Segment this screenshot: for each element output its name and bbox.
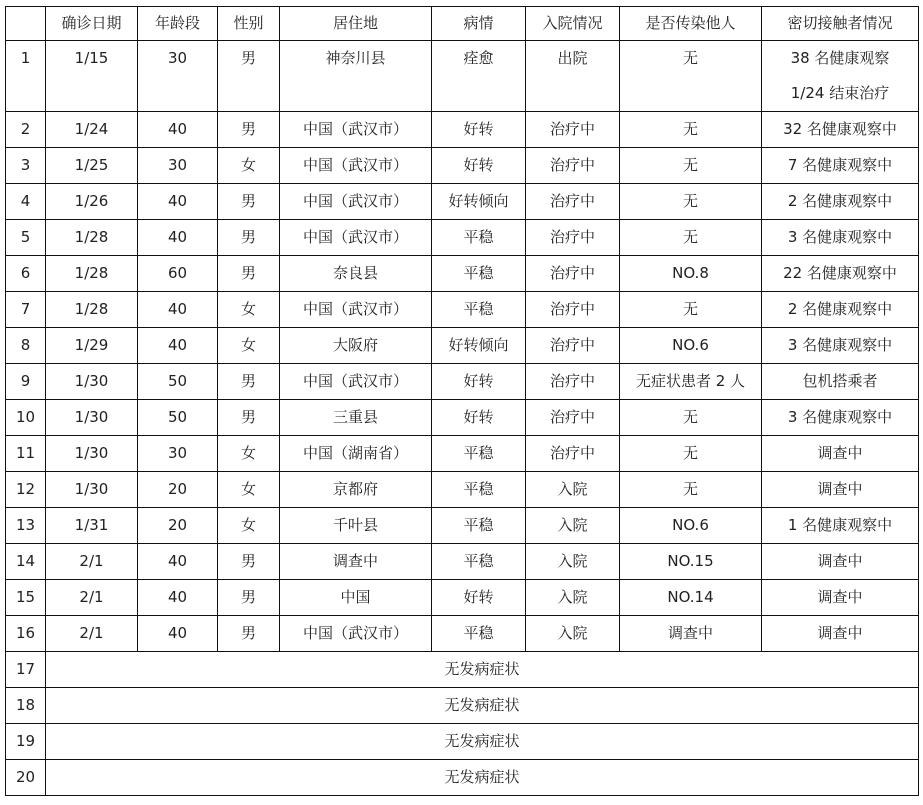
cell-sex: 男 [218,112,280,148]
cell-residence: 神奈川县 [280,41,432,112]
table-row [6,220,919,256]
cell-infected: 无 [620,436,762,472]
header-hospital: 入院情况 [526,7,620,41]
cell-sex: 男 [218,256,280,292]
cell-infected: NO.6 [620,508,762,544]
cell-infected: NO.14 [620,580,762,616]
cell-condition: 好转 [432,400,526,436]
cell-residence: 中国（武汉市） [280,112,432,148]
cell-hospital: 治疗中 [526,292,620,328]
cell-sex: 女 [218,328,280,364]
cell-condition: 好转 [432,148,526,184]
cell-date: 1/28 [46,292,138,328]
cell-hospital: 治疗中 [526,256,620,292]
cell-no: 15 [6,580,46,616]
cell-condition: 平稳 [432,544,526,580]
cell-no: 19 [6,724,46,760]
cell-date: 1/30 [46,400,138,436]
table-row [6,616,919,652]
cell-date: 1/28 [46,256,138,292]
cell-residence: 中国 [280,580,432,616]
cell-no: 20 [6,760,46,796]
header-contacts: 密切接触者情况 [762,7,919,41]
cell-no: 9 [6,364,46,400]
cell-sex: 男 [218,41,280,112]
cell-date: 1/25 [46,148,138,184]
cell-date: 1/26 [46,184,138,220]
cell-date: 1/30 [46,364,138,400]
cell-sex: 男 [218,220,280,256]
cell-contacts: 调查中 [762,616,919,652]
cell-date: 1/15 [46,41,138,112]
cell-age: 40 [138,580,218,616]
table-row [6,544,919,580]
cell-infected: 无 [620,184,762,220]
cell-infected: 无症状患者 2 人 [620,364,762,400]
cell-age: 40 [138,220,218,256]
cell-age: 40 [138,616,218,652]
cell-contacts: 1 名健康观察中 [762,508,919,544]
table-row [6,184,919,220]
cell-hospital: 入院 [526,544,620,580]
cell-infected: 无 [620,112,762,148]
cell-date: 1/24 [46,112,138,148]
table-row [6,364,919,400]
cell-infected: 无 [620,220,762,256]
cell-residence: 奈良县 [280,256,432,292]
cell-infected: NO.15 [620,544,762,580]
table-row-asymptomatic [6,688,919,724]
cell-no: 12 [6,472,46,508]
cell-asymptomatic-note: 无发病症状 [46,652,919,688]
cell-infected: 无 [620,472,762,508]
cell-residence: 中国（武汉市） [280,364,432,400]
cell-age: 20 [138,508,218,544]
cell-condition: 平稳 [432,508,526,544]
cell-residence: 大阪府 [280,328,432,364]
cell-condition: 痊愈 [432,41,526,112]
table-row [6,508,919,544]
cell-no: 5 [6,220,46,256]
table-row [6,328,919,364]
cell-hospital: 治疗中 [526,148,620,184]
cell-age: 20 [138,472,218,508]
cell-hospital: 治疗中 [526,328,620,364]
cell-age: 40 [138,112,218,148]
cell-sex: 男 [218,400,280,436]
cell-infected: 无 [620,41,762,112]
cell-sex: 男 [218,364,280,400]
cell-hospital: 治疗中 [526,400,620,436]
cell-residence: 中国（武汉市） [280,148,432,184]
table-row [6,400,919,436]
cell-sex: 男 [218,544,280,580]
header-age: 年龄段 [138,7,218,41]
cell-residence: 京都府 [280,472,432,508]
cell-date: 2/1 [46,580,138,616]
cell-age: 30 [138,436,218,472]
cell-sex: 男 [218,616,280,652]
header-sex: 性别 [218,7,280,41]
cell-age: 40 [138,328,218,364]
cell-residence: 三重县 [280,400,432,436]
table-row [6,472,919,508]
cell-date: 1/30 [46,436,138,472]
cell-condition: 平稳 [432,616,526,652]
table-row [6,256,919,292]
contacts-line-1: 38 名健康观察 [790,49,890,67]
cell-no: 16 [6,616,46,652]
cell-sex: 女 [218,292,280,328]
cell-no: 18 [6,688,46,724]
cell-asymptomatic-note: 无发病症状 [46,760,919,796]
cell-date: 2/1 [46,616,138,652]
cell-residence: 千叶县 [280,508,432,544]
contacts-line-2: 1/24 结束治疗 [790,84,890,102]
header-infected: 是否传染他人 [620,7,762,41]
cell-no: 14 [6,544,46,580]
cell-condition: 平稳 [432,472,526,508]
cell-condition: 好转 [432,580,526,616]
cell-sex: 男 [218,580,280,616]
header-date: 确诊日期 [46,7,138,41]
cell-condition: 好转 [432,364,526,400]
cell-age: 40 [138,184,218,220]
table-row-asymptomatic [6,652,919,688]
cell-date: 1/29 [46,328,138,364]
cell-hospital: 入院 [526,616,620,652]
cell-condition: 好转倾向 [432,184,526,220]
cell-hospital: 出院 [526,41,620,112]
cell-no: 11 [6,436,46,472]
cell-sex: 女 [218,436,280,472]
table-row [6,148,919,184]
cell-contacts: 3 名健康观察中 [762,220,919,256]
cell-condition: 平稳 [432,220,526,256]
cell-no: 3 [6,148,46,184]
cell-condition: 平稳 [432,256,526,292]
cell-contacts: 22 名健康观察中 [762,256,919,292]
cell-sex: 女 [218,148,280,184]
cell-contacts: 3 名健康观察中 [762,328,919,364]
cell-contacts: 调查中 [762,472,919,508]
cell-no: 17 [6,652,46,688]
cell-no: 6 [6,256,46,292]
cell-contacts: 32 名健康观察中 [762,112,919,148]
cell-infected: 无 [620,292,762,328]
cases-table [5,6,919,796]
cell-date: 1/30 [46,472,138,508]
cell-residence: 中国（湖南省） [280,436,432,472]
cell-contacts: 包机搭乘者 [762,364,919,400]
table-row [6,292,919,328]
cell-contacts: 调查中 [762,436,919,472]
cell-condition: 好转 [432,112,526,148]
cell-contacts: 调查中 [762,544,919,580]
table-row [6,41,919,112]
cell-age: 60 [138,256,218,292]
table-row-asymptomatic [6,760,919,796]
header-condition: 病情 [432,7,526,41]
cell-residence: 中国（武汉市） [280,616,432,652]
cell-infected: 无 [620,148,762,184]
header-row [6,7,919,41]
cell-age: 40 [138,544,218,580]
cell-no: 10 [6,400,46,436]
cell-age: 30 [138,148,218,184]
cell-infected: 无 [620,400,762,436]
cell-hospital: 治疗中 [526,364,620,400]
cell-age: 50 [138,364,218,400]
cell-residence: 中国（武汉市） [280,184,432,220]
cell-no: 4 [6,184,46,220]
cell-contacts: 2 名健康观察中 [762,292,919,328]
table-row [6,580,919,616]
cell-no: 1 [6,41,46,112]
cell-no: 2 [6,112,46,148]
cell-infected: 调查中 [620,616,762,652]
header-residence: 居住地 [280,7,432,41]
table-row-asymptomatic [6,724,919,760]
cell-contacts: 3 名健康观察中 [762,400,919,436]
cell-no: 13 [6,508,46,544]
cell-hospital: 治疗中 [526,220,620,256]
cell-infected: NO.6 [620,328,762,364]
cell-sex: 女 [218,508,280,544]
cell-hospital: 入院 [526,508,620,544]
cell-sex: 女 [218,472,280,508]
cell-no: 7 [6,292,46,328]
cell-no: 8 [6,328,46,364]
cell-residence: 中国（武汉市） [280,220,432,256]
cell-date: 1/28 [46,220,138,256]
table-row [6,112,919,148]
cell-hospital: 治疗中 [526,184,620,220]
cell-hospital: 入院 [526,580,620,616]
cell-sex: 男 [218,184,280,220]
cell-hospital: 治疗中 [526,112,620,148]
cell-hospital: 入院 [526,472,620,508]
cell-asymptomatic-note: 无发病症状 [46,724,919,760]
cell-age: 30 [138,41,218,112]
cell-residence: 调查中 [280,544,432,580]
cell-condition: 平稳 [432,292,526,328]
cell-contacts: 2 名健康观察中 [762,184,919,220]
cell-date: 2/1 [46,544,138,580]
cell-contacts: 调查中 [762,580,919,616]
cell-age: 50 [138,400,218,436]
cell-age: 40 [138,292,218,328]
cell-hospital: 治疗中 [526,436,620,472]
cell-condition: 平稳 [432,436,526,472]
cell-condition: 好转倾向 [432,328,526,364]
cell-asymptomatic-note: 无发病症状 [46,688,919,724]
cell-contacts: 7 名健康观察中 [762,148,919,184]
cell-contacts [762,41,919,112]
cell-residence: 中国（武汉市） [280,292,432,328]
header-no [6,7,46,41]
table-row [6,436,919,472]
cell-infected: NO.8 [620,256,762,292]
cell-date: 1/31 [46,508,138,544]
